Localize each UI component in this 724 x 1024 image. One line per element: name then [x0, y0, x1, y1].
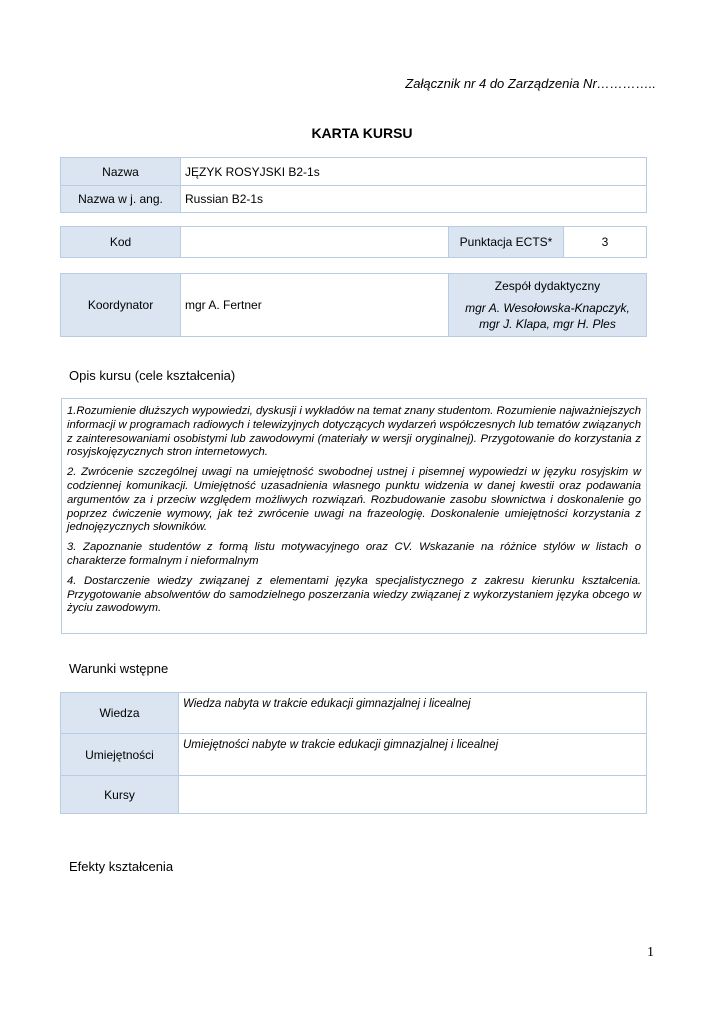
- knowledge-label: Wiedza: [61, 693, 179, 734]
- description-paragraph: 4. Dostarczenie wiedzy związanej z elementami języka specjalistycznego z zakresu kierunku kształcenia. Przygotowanie absolwentów do samodzielnego poszerzania wiedzy związanej z wykorzystaniem języka obcego w życiu zawodowym.: [67, 574, 641, 615]
- courses-label: Kursy: [61, 776, 179, 814]
- skills-value: Umiejętności nabyte w trakcie edukacji gimnazjalnej i licealnej: [179, 734, 647, 776]
- teaching-team-line1: mgr A. Wesołowska-Knapczyk,: [465, 301, 630, 315]
- page-number: 1: [647, 945, 654, 960]
- coordinator-value: mgr A. Fertner: [181, 274, 449, 337]
- code-label: Kod: [61, 227, 181, 258]
- outcomes-title: Efekty kształcenia: [69, 859, 174, 874]
- ects-value: 3: [564, 227, 647, 258]
- name-value: JĘZYK ROSYJSKI B2-1s: [181, 158, 647, 186]
- coordinator-table: [60, 273, 647, 337]
- document-title: KARTA KURSU: [311, 125, 413, 141]
- name-en-label: Nazwa w j. ang.: [61, 186, 181, 213]
- code-value: [181, 227, 449, 258]
- knowledge-value: Wiedza nabyta w trakcie edukacji gimnazjalnej i licealnej: [179, 693, 647, 734]
- description-title: Opis kursu (cele kształcenia): [69, 368, 236, 383]
- prerequisites-title: Warunki wstępne: [69, 661, 169, 676]
- name-en-value: Russian B2-1s: [181, 186, 647, 213]
- attachment-note: Załącznik nr 4 do Zarządzenia Nr…………..: [405, 76, 656, 91]
- description-paragraph: 2. Zwrócenie szczególnej uwagi na umiejętność swobodnej ustnej i pisemnej wypowiedzi w języku rosyjskim w codziennej komunikacji. Umiejętność uzasadnienia własnego punktu widzenia w danej kwestii oraz podawania argumentów za i przeciw względem możliwych rozwiązań. Rozbudowanie zasobu słownictwa i doskonalenie go poprzez ćwiczenie wymowy, jak też zwrócenie uwagi na frazeologię. Doskonalenie umiejętności korzystania z jednojęzycznych słowników.: [67, 466, 641, 534]
- description-box: [61, 398, 647, 634]
- description-paragraph: 3. Zapoznanie studentów z formą listu motywacyjnego oraz CV. Wskazanie na różnice stylów w listach o charakterze formalnym i nieformalnym: [67, 541, 641, 567]
- code-table: [60, 226, 647, 258]
- teaching-team-cell: [449, 274, 647, 337]
- prerequisites-table: [60, 692, 647, 814]
- course-name-table: [60, 157, 647, 213]
- teaching-team-line2: mgr J. Klapa, mgr H. Ples: [479, 317, 616, 331]
- teaching-team-label: Zespół dydaktyczny: [494, 279, 601, 293]
- courses-value: [179, 776, 647, 814]
- skills-label: Umiejętności: [61, 734, 179, 776]
- ects-label: Punktacja ECTS*: [449, 227, 564, 258]
- coordinator-label: Koordynator: [61, 274, 181, 337]
- description-paragraph: 1.Rozumienie dłuższych wypowiedzi, dyskusji i wykładów na temat znany studentom. Rozumienie najważniejszych informacji w programach radiowych i telewizyjnych dotyczących wydarzeń współczesnych lub tematów związanych z zainteresowaniami osobistymi lub zawodowymi (materiały w wersji oryginalnej). Przygotowanie do korzystania z rosyjskojęzycznych stron internetowych.: [67, 405, 641, 459]
- name-label: Nazwa: [61, 158, 181, 186]
